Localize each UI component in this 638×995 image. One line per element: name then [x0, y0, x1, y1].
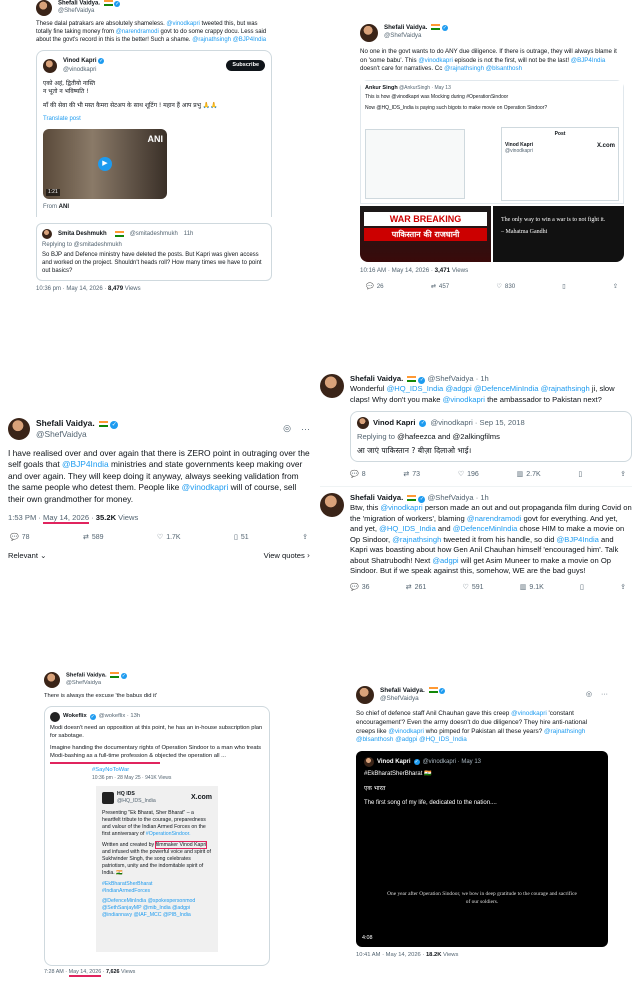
mention-link[interactable]: @adgpi — [445, 384, 472, 394]
quote-author-handle: @vinodkapri — [63, 66, 97, 73]
grok-icon[interactable]: ◎ — [585, 690, 592, 699]
quote-author-handle: @vinodkapri · Sep 15, 2018 — [430, 418, 525, 428]
mention-link[interactable]: @vinodkapri — [442, 394, 485, 404]
share-icon: ⇪ — [302, 533, 308, 542]
india-flag-icon — [99, 421, 108, 427]
author-name[interactable]: Shefali Vaidya. — [66, 672, 107, 679]
verified-badge-icon: ✓ — [442, 25, 447, 31]
mention-link[interactable]: @rajnathsingh — [444, 65, 485, 73]
avatar — [50, 712, 60, 722]
video-duration: 1:21 — [48, 189, 58, 196]
bookmark-icon: ▯ — [578, 470, 583, 479]
share-button[interactable] — [302, 533, 308, 543]
quote-image-text: The only way to win a war is to not fight it. — [501, 216, 606, 223]
mention-link[interactable]: @HQ_IDS_India — [386, 384, 444, 394]
quote-text: Imagine handing the documentary rights of Operation Sindoor to a man who treats Modi-bashing as a full-time profession & objected the operation all ... — [50, 745, 262, 760]
action-bar — [8, 533, 310, 543]
heart-icon: ♡ — [496, 283, 502, 291]
mention-link[interactable]: @BJP4India — [232, 37, 267, 44]
like-button[interactable]: ♡ 591 — [462, 582, 484, 591]
highlighted-date: May 14, 2026 — [43, 513, 90, 523]
reply-text: So BJP and Defence ministry have deleted the posts. But Kapri was given access and worked on the project. Shouldn't heads roll? How many times we have to point out basics? — [42, 252, 262, 275]
mention-link[interactable]: @HQ_IDS_India — [419, 736, 467, 744]
verified-badge-icon: ✓ — [419, 496, 425, 502]
card-tags: #EkBharatSherBharat #IndianArmedForces @DefenceMinIndia @spokespersonmod @SethSanjayMP @mib_India @adgpi @indiannavy @IAF_MCC @PIB_India — [102, 880, 196, 918]
video-tag: #EkBharatSherBharat 🇮🇳 — [364, 771, 432, 778]
share-button[interactable] — [620, 470, 626, 480]
bookmark-button[interactable] — [562, 283, 565, 292]
repost-button[interactable]: ⇄ 457 — [430, 283, 450, 291]
war-breaking-banner: WAR BREAKING — [364, 212, 487, 226]
mention-link[interactable]: @blsanthosh — [485, 65, 523, 73]
quote-text: माँ की सेवा की भी मस्त कैमरा सेटअप के साथ शूटिंग ! महान हैं आप प्रभु 🙏🙏 — [43, 101, 218, 109]
tweet-panel-7 — [356, 686, 608, 974]
india-flag-icon — [431, 24, 440, 30]
quoted-tweet[interactable] — [36, 50, 272, 217]
reply-author-handle: @smitadeshmukh — [129, 231, 178, 238]
quote-author-handle: @wokeflix · 13h — [98, 712, 141, 719]
tweet-item[interactable] — [320, 374, 632, 480]
grok-icon[interactable]: ◎ — [283, 423, 291, 434]
repost-icon: ⇄ — [430, 283, 436, 291]
media-tweet-handle: @AnkurSingh · May 13 — [399, 84, 451, 91]
like-button[interactable]: ♡ 196 — [457, 470, 479, 479]
inner-screenshot-left — [365, 129, 465, 199]
chevron-down-icon: ⌄ — [40, 550, 47, 560]
embedded-card — [96, 786, 218, 952]
reply-button[interactable]: 💬 8 — [350, 470, 366, 479]
avatar[interactable] — [356, 686, 374, 704]
tweet-panel-4 — [320, 374, 632, 624]
post-label: Post — [554, 130, 566, 137]
repost-icon: ⇄ — [403, 470, 410, 479]
india-flag-icon — [104, 0, 113, 6]
author-name[interactable]: Shefali Vaidya. — [350, 374, 404, 383]
reply-icon: 💬 — [350, 582, 359, 591]
mention-link[interactable]: @BJP4India — [570, 56, 606, 64]
from-source-link[interactable]: ANI — [58, 204, 70, 211]
mention-link[interactable]: @vinodkapri — [388, 727, 424, 735]
views-icon: ▥ — [519, 582, 527, 591]
mention-link[interactable]: @vinodkapri — [418, 56, 453, 64]
hashtag-link[interactable]: #SayNoToWar — [92, 767, 130, 774]
avatar[interactable] — [8, 418, 30, 440]
mention-link[interactable]: @narendramodi — [115, 29, 159, 36]
avatar — [357, 417, 369, 429]
tweet-meta: 10:16 AM · May 14, 2026 · 3,471 Views — [360, 266, 469, 274]
tweet-time: · 1h — [475, 374, 489, 383]
quoted-tweet[interactable] — [44, 706, 270, 966]
avatar — [364, 757, 374, 767]
sort-relevant-dropdown[interactable]: Relevant ⌄ — [8, 550, 47, 560]
mention-link[interactable]: @rajnathsingh — [392, 534, 442, 544]
card-text: Presenting "Ek Bharat, Sher Bharat" – a heartfelt tribute to the courage, preparedness and valour of the Indian Armed Forces on the first anniversary of #OperationSindoor. — [102, 809, 206, 837]
video-player[interactable] — [356, 751, 608, 947]
mention-link[interactable]: @BJP4India — [62, 459, 109, 470]
reply-button[interactable]: 💬 26 — [366, 283, 384, 291]
red-underline-mark — [50, 762, 160, 764]
author-name[interactable]: Shefali Vaidya. — [384, 24, 428, 31]
reply-icon: 💬 — [10, 533, 19, 542]
mention-link[interactable]: @DefenceMinIndia — [452, 524, 518, 534]
quote-author-name: Wokeflix — [63, 712, 87, 719]
views-icon: ▥ — [516, 470, 524, 479]
mention-link[interactable]: @DefenceMinIndia — [473, 384, 539, 394]
bookmark-button[interactable] — [580, 583, 584, 593]
from-label: From — [43, 204, 57, 211]
india-flag-icon — [407, 495, 416, 501]
quoted-tweet[interactable] — [350, 411, 632, 462]
tweet-text: There is always the excuse 'the babus did it' — [44, 693, 158, 699]
tweet-panel-6 — [44, 672, 270, 990]
tweet-header — [36, 0, 272, 16]
verified-badge-icon: ✓ — [111, 422, 117, 429]
bookmark-button[interactable]: ▯ 51 — [234, 533, 249, 542]
media-image-2[interactable] — [360, 206, 491, 262]
tweet-text: Wonderful @HQ_IDS_India @adgpi @DefenceMinIndia @rajnathsingh ji, slow claps! Why don't you make @vinodkapri the ambassador to Pakistan next? — [350, 384, 615, 404]
media-tweet-text: Now @HQ_IDS_India is paying such bigots to make movie on Operation Sindoor? — [365, 105, 548, 112]
repost-button[interactable]: ⇄ 73 — [403, 470, 421, 479]
verified-badge-icon: ✓ — [414, 759, 419, 766]
quote-text: न भूतो न भविष्यति ! — [43, 87, 89, 95]
quote-replying: Replying to @hafeezca and @2alkingfilms — [357, 432, 500, 442]
tweet-panel-3 — [8, 418, 310, 580]
media-tweet-text: This is how @vinodkapri was Mocking during #OperationSindoor — [365, 94, 509, 101]
action-bar — [350, 470, 632, 480]
repost-button[interactable]: ⇄ 261 — [405, 582, 427, 591]
author-name[interactable]: Shefali Vaidya. — [380, 686, 425, 694]
xcom-logo: X.com — [596, 142, 615, 149]
avatar[interactable] — [320, 374, 344, 398]
reply-icon: 💬 — [366, 283, 374, 291]
author-handle[interactable]: @ShefVaidya — [58, 8, 95, 15]
avatar[interactable] — [360, 24, 378, 42]
inner-name: Vinod Kapri — [505, 141, 533, 148]
mention-link[interactable]: @blsanthosh — [356, 736, 394, 744]
highlight-box: filmmaker Vinod Kapri — [155, 841, 207, 848]
media-image-3[interactable] — [493, 206, 624, 262]
like-button[interactable]: ♡ 830 — [496, 283, 516, 291]
verified-badge-icon: ✓ — [420, 419, 426, 426]
avatar — [42, 229, 52, 239]
repost-button[interactable]: ⇄ 589 — [82, 533, 104, 542]
avatar[interactable] — [36, 0, 52, 16]
tweet-text: No one in the govt wants to do ANY due diligence. If there is outrage, they will always blame it on 'some babu'. This @vinodkapri episode is not the first, will not be the last! @BJP4India doesn't care for narratives. Cc @rajnathsingh @blsanthosh — [360, 48, 617, 73]
inner-meta: 10:36 pm · 28 May 25 · 941K Views — [92, 774, 172, 781]
repost-icon: ⇄ — [82, 533, 89, 542]
more-options-icon[interactable]: ··· — [601, 691, 608, 699]
share-button[interactable] — [613, 283, 618, 292]
media-grid[interactable] — [360, 80, 624, 262]
mention-link[interactable]: @vinodkapri — [511, 710, 547, 717]
media-tweet-name: Ankur Singh — [365, 84, 398, 91]
hindi-headline: पाकिस्तान की राजधानी — [364, 228, 487, 241]
tweet-meta: 1:53 PM · May 14, 2026 · 35.2K Views — [8, 513, 139, 523]
tweet-text: So chief of defence staff Anil Chauhan gave this creep @vinodkapri 'constant encouragement'? Even the army doesn't do due diligence? They hire anti-national creeps like @vinodkapri who pimped for Pakistan all these years? @rajnathsingh @blsanthosh @adgpi @HQ_IDS_India — [356, 710, 588, 744]
author-name[interactable]: Shefali Vaidya. — [36, 418, 95, 429]
bookmark-button[interactable] — [578, 470, 582, 480]
reply-icon: 💬 — [350, 470, 359, 479]
bookmark-icon: ▯ — [562, 283, 566, 291]
action-bar — [350, 583, 632, 593]
author-handle[interactable]: @ShefVaidya — [36, 429, 87, 440]
card-text: Written and created by filmmaker Vinod Kapri and infused with the powerful voice and spirit of Sukhvinder Singh, the song celebrates patriotism, unity and the indomitable spirit of India. 🇮🇳 — [102, 841, 212, 876]
quote-author-name: Vinod Kapri — [373, 418, 416, 428]
video-author-name: Vinod Kapri — [377, 759, 411, 766]
video-player[interactable] — [43, 129, 167, 199]
author-handle[interactable]: @ShefVaidya — [427, 374, 474, 383]
action-bar — [360, 283, 624, 292]
author-handle[interactable]: @ShefVaidya — [384, 32, 422, 40]
media-image-1[interactable] — [360, 80, 624, 204]
hq-ids-logo — [102, 792, 114, 804]
highlighted-date: May 14, 2026 — [68, 968, 102, 975]
author-name[interactable]: Shefali Vaidya. — [350, 493, 404, 502]
video-brand: ANI — [147, 134, 163, 145]
mention-link[interactable]: @rajnathsingh — [540, 384, 590, 394]
mention-link[interactable]: @vinodkapri — [166, 21, 200, 28]
tweet-text: Btw, this @vinodkapri person made an out and out propaganda film during Covid on the 'migration of workers', blaming @narendramodi govt for everything. And yet, and yet, @HQ_IDS_India and @DefenceMinIndia chose HIM to make a movie on Op Sindoor, @rajnathsingh tweeted it from his handle, so did @BJP4India and Kapri was boasting about how Gen Anil Chauhan himself 'encouraged him'. Talk about Shatrubodh! Next @adgpi will get Asim Muneer to make a movie on Op Sindoor. But if we speak against this, somehow, WE are the bad guys! — [350, 503, 632, 576]
share-icon: ⇪ — [612, 283, 618, 291]
more-options-icon[interactable]: ··· — [301, 423, 310, 434]
heart-icon: ♡ — [156, 533, 164, 542]
xcom-logo: X.com — [190, 793, 212, 801]
mention-link[interactable]: @rajnathsingh — [544, 727, 586, 735]
card-author-handle: @HQ_IDS_India — [117, 797, 156, 804]
reply-tweet[interactable] — [36, 223, 272, 281]
verified-badge-icon: ✓ — [419, 377, 425, 383]
like-button[interactable]: ♡ 1.7K — [156, 533, 181, 542]
tweet-meta: 7:28 AM · May 14, 2026 · 7,626 Views — [44, 968, 136, 975]
video-hindi-text: एक भारत — [364, 784, 386, 792]
mention-link[interactable]: @HQ_IDS_India — [379, 524, 436, 534]
mention-link[interactable]: @BJP4India — [556, 534, 599, 544]
mention-link[interactable]: @narendramodi — [466, 513, 522, 523]
play-icon[interactable]: ▶ — [98, 157, 112, 171]
mention-link[interactable]: @vinodkapri — [181, 482, 229, 493]
inner-screenshot-right — [501, 127, 619, 201]
tweet-panel-2 — [360, 24, 624, 324]
reply-button[interactable]: 💬 78 — [10, 533, 30, 542]
bookmark-icon: ▯ — [580, 582, 584, 591]
india-flag-icon — [110, 672, 119, 678]
mention-link[interactable]: @vinodkapri — [380, 503, 423, 513]
avatar[interactable] — [44, 672, 60, 688]
verified-badge-icon: ✓ — [99, 58, 104, 65]
inner-handle: @vinodkapri — [505, 148, 533, 155]
avatar[interactable] — [320, 493, 344, 517]
tweet-meta: 10:36 pm · May 14, 2026 · 8,479 Views — [36, 286, 141, 293]
mention-link[interactable]: @adgpi — [395, 736, 418, 744]
chevron-right-icon: › — [306, 550, 310, 560]
author-handle[interactable]: @ShefVaidya — [380, 695, 419, 702]
repost-icon: ⇄ — [405, 582, 412, 591]
tweet-panel-1 — [36, 0, 272, 336]
india-flag-icon — [115, 231, 124, 237]
quote-text: एको अहं, द्वितीयो नास्ति — [43, 79, 96, 87]
reply-author-name: Smita Deshmukh — [58, 231, 107, 238]
bookmark-icon: ▯ — [234, 533, 238, 542]
card-author-name: HQ IDS — [117, 790, 135, 797]
tweet-item[interactable] — [320, 493, 632, 592]
author-handle[interactable]: @ShefVaidya — [427, 493, 474, 502]
divider — [320, 486, 632, 487]
verified-badge-icon: ✓ — [115, 0, 120, 7]
translate-post-link[interactable]: Translate post — [43, 115, 81, 122]
quote-text: Modi doesn't need an opposition at this point, he has an in-house subscription plan for sabotage. — [50, 724, 263, 739]
reply-time: 11h — [183, 231, 194, 238]
quote-author-name: Vinod Kapri — [63, 58, 97, 65]
share-icon: ⇪ — [620, 470, 626, 479]
tweet-meta: 10:41 AM · May 14, 2026 · 18.2K Views — [356, 952, 459, 959]
heart-icon: ♡ — [462, 582, 469, 591]
video-duration: 4:08 — [362, 934, 373, 941]
share-button[interactable] — [620, 583, 626, 593]
mention-link[interactable]: @adgpi — [432, 555, 459, 565]
verified-badge-icon: ✓ — [90, 713, 95, 720]
author-name[interactable]: Shefali Vaidya. — [58, 0, 101, 7]
verified-badge-icon: ✓ — [440, 687, 445, 694]
india-flag-icon — [407, 376, 416, 382]
heart-icon: ♡ — [457, 470, 465, 479]
quote-text: आ जाएं पाकिस्तान ? बीज़ा दिलाओ भाई। — [357, 445, 472, 455]
video-caption: One year after Operation Sindoor, we bow in deep gratitude to the courage and sacrifice of our soldiers. — [387, 891, 577, 905]
views-button[interactable]: ▥ 2.7K — [516, 470, 541, 479]
replying-to: Replying to @smitadeshmukh — [42, 242, 122, 249]
views-button[interactable]: ▥ 9.1K — [519, 582, 544, 591]
subscribe-button[interactable]: Subscribe — [226, 60, 265, 71]
video-text: The first song of my life, dedicated to the nation.... — [364, 799, 497, 806]
quote-image-author: – Mahatma Gandhi — [501, 228, 548, 235]
author-handle[interactable]: @ShefVaidya — [66, 680, 102, 687]
view-quotes-link[interactable]: View quotes › — [263, 550, 310, 560]
tweet-text: I have realised over and over again that there is ZERO point in outraging over the self goals that @BJP4India ministries and state governments keep making over and over again. They will keep doing it anyway, always seeking validation from the same people who detest them. People like @vinodkapri will of course, sell their own grandmother for money. — [8, 448, 310, 504]
reply-button[interactable]: 💬 36 — [350, 582, 370, 591]
avatar — [43, 59, 57, 73]
mention-link[interactable]: @rajnathsingh — [192, 37, 232, 44]
tweet-time: · 1h — [475, 493, 489, 502]
india-flag-icon — [429, 687, 438, 693]
video-author-handle: @vinodkapri · May 13 — [422, 759, 482, 766]
verified-badge-icon: ✓ — [121, 672, 126, 679]
tweet-text: These dalal patrakars are absolutely shameless. @vinodkapri tweeted this, but was totally fine taking money from @narendramodi govt to do some crappy docu. Less said about the govt's record in this is the better! Such a shame. @rajnathsingh @BJP4India — [36, 21, 267, 44]
share-icon: ⇪ — [620, 582, 626, 591]
